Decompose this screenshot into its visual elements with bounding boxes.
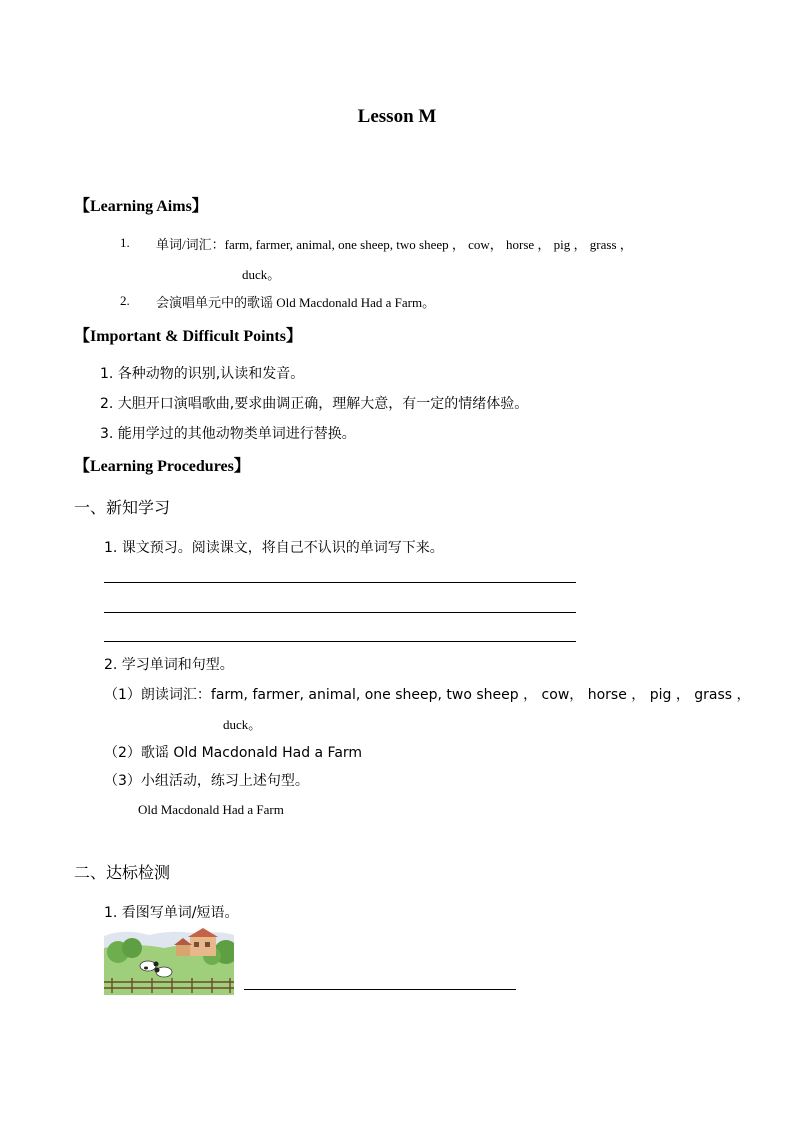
section-1-title: 一、新知学习	[74, 498, 171, 517]
point-item-3: 3. 能用学过的其他动物类单词进行替换。	[100, 426, 356, 442]
sub-item-2: （2）歌谣 Old Macdonald Had a Farm	[104, 745, 363, 761]
point-item-1: 1. 各种动物的识别,认读和发音。	[100, 366, 305, 382]
sub-item-1: （1）朗读词汇：farm, farmer, animal, one sheep, two sheep ， cow， horse ， pig ， grass ，	[104, 687, 751, 703]
farm-picture	[104, 926, 234, 995]
answer-line-1[interactable]	[104, 582, 576, 583]
aims-item-1-continuation: duck。	[242, 267, 281, 282]
answer-line-3[interactable]	[104, 641, 576, 642]
sub-item-3: （3）小组活动，练习上述句型。	[104, 773, 309, 789]
aims-item-2-text: 会演唱单元中的歌谣 Old Macdonald Had a Farm。	[156, 295, 436, 310]
section-2-item-1: 1. 看图写单词/短语。	[104, 905, 239, 921]
learning-aims-heading: 【Learning Aims】	[74, 198, 208, 215]
aims-item-1-text: 单词/词汇：farm, farmer, animal, one sheep, two sheep ， cow， horse ， pig ， grass ，	[156, 237, 633, 252]
sub-item-1-continuation: duck。	[223, 717, 262, 732]
section-2-title: 二、达标检测	[74, 863, 171, 882]
section-1-item-1: 1. 课文预习。阅读课文，将自己不认识的单词写下来。	[104, 540, 444, 556]
section-1-item-2: 2. 学习单词和句型。	[104, 657, 234, 673]
point-item-2: 2. 大胆开口演唱歌曲,要求曲调正确，理解大意，有一定的情绪体验。	[100, 396, 529, 412]
learning-procedures-heading: 【Learning Procedures】	[74, 458, 250, 475]
song-title: Old Macdonald Had a Farm	[138, 802, 284, 817]
aims-item-2-number: 2.	[120, 293, 130, 308]
aims-item-1-number: 1.	[120, 235, 130, 250]
picture-answer-line[interactable]	[244, 989, 516, 990]
page-title: Lesson M	[357, 106, 437, 127]
answer-line-2[interactable]	[104, 612, 576, 613]
important-points-heading: 【Important & Difficult Points】	[74, 328, 302, 345]
